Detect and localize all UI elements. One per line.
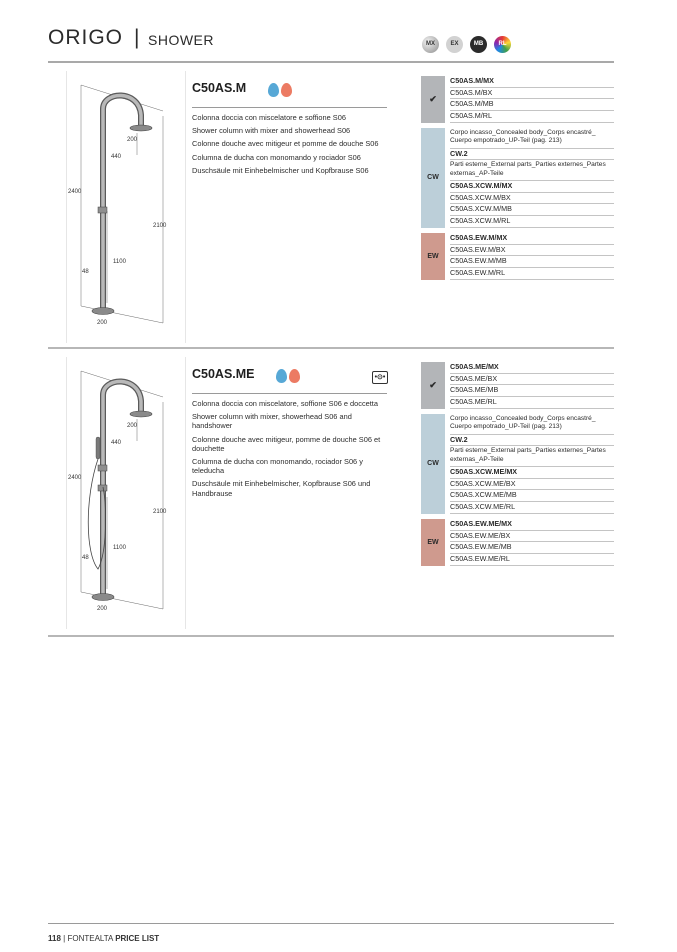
concealed-body-note: Corpo incasso_Concealed body_Corps encastré_ Cuerpo empotrado_UP-Teil (pag. 213) [450,414,614,435]
code-group-ew [421,519,614,566]
code-group-cw [421,128,614,228]
code-row: C50AS.XCW.M/MB [450,204,614,216]
code-row: C50AS.EW.M/BX [450,245,614,257]
code-row: CW.2 [450,435,614,447]
code-row: C50AS.EW.ME/MX [450,519,614,531]
description-it: Colonna doccia con miscelatore, soffione S06 e doccetta [192,399,378,408]
description-de: Duschsäule mit Einhebelmischer und Kopfbrause S06 [192,165,369,175]
description-it: Colonna doccia con miscelatore e soffione S06 [192,113,346,122]
product-block [48,349,614,637]
code-row: C50AS.M/MB [450,99,614,111]
finish-mb-icon: MB [470,36,487,53]
code-row: C50AS.XCW.ME/MX [450,467,614,479]
cw-tag: CW [421,414,445,514]
code-table [421,76,614,285]
check-icon: ✔ [421,76,445,123]
description-fr: Colonne douche avec mitigeur et pomme de douche S06 [192,139,379,149]
technical-drawing [66,357,186,629]
ew-tag: EW [421,519,445,566]
code-row: C50AS.EW.ME/MB [450,542,614,554]
code-group-cw [421,414,614,514]
dim-200-top: 200 [127,137,138,143]
description-es: Columna de ducha con monomando y rociador S06 [192,152,361,162]
footer-brand: FONTEALTA [67,934,113,943]
footer-separator: | [63,934,66,943]
code-row: C50AS.EW.ME/BX [450,531,614,543]
footer-label: PRICE LIST [115,934,160,943]
code-table [421,362,614,571]
cw-tag: CW [421,128,445,228]
product-info [192,367,387,498]
description-de: Duschsäule mit Einhebelmischer, Kopfbrause S06 und Handbrause [192,479,371,498]
product-code: C50AS.M [192,81,247,95]
dim-2400: 2400 [68,189,82,195]
product-block [48,63,614,349]
water-drops [276,369,304,387]
code-row: C50AS.M/RL [450,111,614,123]
brand-title: ORIGO [48,26,124,49]
page-number: 118 [48,934,61,943]
page-header [48,26,614,60]
dim-440: 440 [111,440,122,446]
code-group-ew [421,233,614,280]
dim-2400: 2400 [68,475,82,481]
cold-water-icon [268,83,279,97]
description-es: Columna de ducha con monomando, rociador S06 y teleducha [192,457,363,476]
description-fr: Colonne douche avec mitigeur, pomme de douche S06 et douchette [192,434,381,453]
shower-column-drawing [67,71,187,343]
description-en: Shower column with mixer and showerhead S06 [192,126,351,136]
product-divider [48,635,614,637]
code-row: C50AS.ME/MX [450,362,614,374]
external-parts-note: Parti esterne_External parts_Parties externes_Partes externas_AP-Teile [450,446,614,467]
page-footer [48,934,159,943]
dim-440: 440 [111,154,122,160]
category-title: SHOWER [148,32,214,48]
concealed-body-note: Corpo incasso_Concealed body_Corps encastré_ Cuerpo empotrado_UP-Teil (pag. 213) [450,128,614,149]
product-code: C50AS.ME [192,367,255,381]
handshower-icon: •⊙• [372,371,388,384]
dim-2100: 2100 [153,223,167,229]
dim-48: 48 [82,269,89,275]
code-row: C50AS.ME/BX [450,374,614,386]
product-description [192,399,387,502]
code-row: C50AS.ME/RL [450,397,614,409]
code-row: C50AS.EW.M/MB [450,256,614,268]
description-en: Shower column with mixer, showerhead S06 and handshower [192,412,352,431]
water-drops [268,83,296,101]
code-row: CW.2 [450,149,614,161]
code-row: C50AS.ME/MB [450,385,614,397]
product-info [192,81,387,175]
shower-column-drawing [67,357,187,629]
code-row: C50AS.EW.ME/RL [450,554,614,566]
finish-ex-icon: EX [446,36,463,53]
code-row: C50AS.EW.M/MX [450,233,614,245]
code-row: C50AS.XCW.M/BX [450,193,614,205]
finish-mx-icon: MX [422,36,439,53]
code-row: C50AS.XCW.M/MX [450,181,614,193]
info-divider [192,107,387,108]
header-separator: | [134,26,140,49]
code-row: C50AS.XCW.M/RL [450,216,614,228]
dim-1100: 1100 [113,545,126,551]
dim-1100: 1100 [113,259,126,265]
hot-water-icon [289,369,300,383]
check-icon: ✔ [421,362,445,409]
dim-48: 48 [82,555,89,561]
dim-200-top: 200 [127,423,138,429]
code-row: C50AS.EW.M/RL [450,268,614,280]
code-group-standard [421,362,614,409]
dim-200-bottom: 200 [97,320,108,326]
dim-2100: 2100 [153,509,167,515]
code-row: C50AS.XCW.ME/RL [450,502,614,514]
code-row: C50AS.XCW.ME/BX [450,479,614,491]
info-divider [192,393,387,394]
code-row: C50AS.M/BX [450,88,614,100]
ew-tag: EW [421,233,445,280]
code-row: C50AS.M/MX [450,76,614,88]
external-parts-note: Parti esterne_External parts_Parties externes_Partes externas_AP-Teile [450,160,614,181]
code-row: C50AS.XCW.ME/MB [450,490,614,502]
technical-drawing [66,71,186,343]
product-description [192,113,387,179]
finish-rl-icon: RL [494,36,511,53]
cold-water-icon [276,369,287,383]
hot-water-icon [281,83,292,97]
dim-200-bottom: 200 [97,606,108,612]
footer-divider [48,923,614,924]
code-group-standard [421,76,614,123]
